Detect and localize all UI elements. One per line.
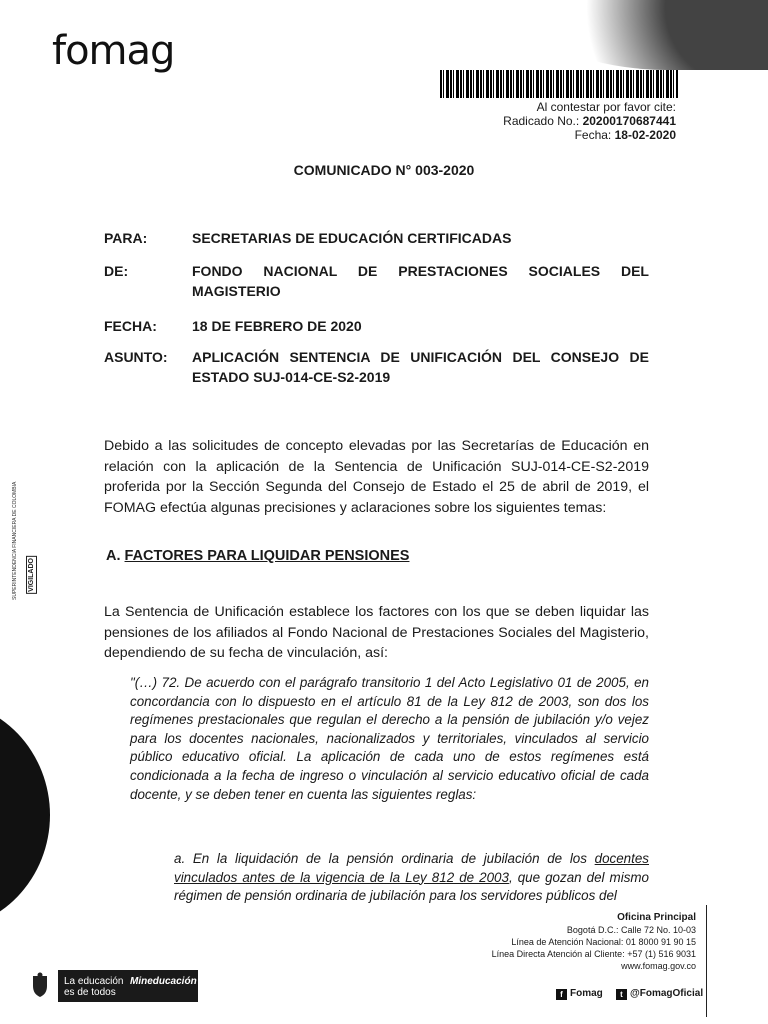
footer-divider [706, 905, 707, 1017]
banner-ministry: Mineducación [130, 976, 197, 987]
office-contact-block [492, 912, 696, 972]
colombia-coat-of-arms-icon [30, 972, 50, 998]
de-label: DE: [104, 263, 129, 279]
left-edge-scan-shadow [0, 700, 50, 930]
vigilado-small-text: SUPERINTENDENCIA FINANCIERA DE COLOMBIA [12, 481, 18, 600]
office-phone-direct: Línea Directa Atención al Cliente: +57 (1) 516 9031 [491, 949, 696, 959]
radicado-label: Radicado No.: [503, 114, 580, 128]
barcode-image [440, 70, 678, 98]
section-a-heading [106, 548, 409, 564]
fomag-logo: fomag [52, 28, 175, 74]
fecha-cite-label: Fecha: [574, 128, 612, 142]
facebook-link [556, 988, 603, 1000]
corner-speckle-decoration [528, 0, 768, 70]
radicado-value: 20200170687441 [582, 114, 676, 128]
para-value: SECRETARIAS DE EDUCACIÓN CERTIFICADAS [192, 230, 512, 246]
field-fecha [104, 316, 649, 336]
twitter-label: @FomagOficial [630, 988, 704, 999]
vigilado-text: VIGILADO [28, 558, 35, 592]
fecha-label: FECHA: [104, 318, 157, 334]
fecha-value: 18 DE FEBRERO DE 2020 [192, 318, 362, 334]
facebook-icon: f [556, 989, 567, 1000]
fecha-line [503, 128, 676, 142]
quote-item-a [174, 850, 649, 906]
mineducacion-banner [58, 970, 198, 1002]
citation-block [503, 100, 676, 142]
quote-a-pre: a. En la liquidación de la pensión ordinaria de jubilación de los [174, 851, 595, 866]
asunto-value: APLICACIÓN SENTENCIA DE UNIFICACIÓN DEL CONSEJO DE ESTADO SUJ-014-CE-S2-2019 [192, 349, 649, 385]
radicado-line [503, 114, 676, 128]
field-asunto [104, 347, 649, 389]
de-value: FONDO NACIONAL DE PRESTACIONES SOCIALES DEL MAGISTERIO [192, 263, 649, 299]
vigilado-stamp [12, 470, 42, 600]
banner-slogan: La educación es de todos [64, 976, 124, 998]
document-title: COMUNICADO N° 003-2020 [293, 162, 475, 178]
quote-a-post: , que gozan del mismo régimen de pensión ordinaria de jubilación para los servidores públicos del [174, 869, 649, 904]
field-de [104, 261, 649, 303]
facebook-label: Fomag [570, 988, 603, 999]
para-label: PARA: [104, 230, 148, 246]
field-para [104, 228, 649, 248]
intro-paragraph: Debido a las solicitudes de concepto elevadas por las Secretarías de Educación en relación con la aplicación de la Sentencia de Unificación SUJ-014-CE-S2-2019 proferida por la Sección Segunda del Consejo de Estado el 25 de abril de 2019, el FOMAG efectúa algunas precisiones y aclaraciones sobre los siguientes temas: [104, 438, 649, 516]
asunto-label: ASUNTO: [104, 349, 168, 365]
section-a-paragraph: La Sentencia de Unificación establece los factores con los que se deben liquidar las pensiones de los afiliados al Fondo Nacional de Prestaciones Sociales del Magisterio, dependiendo de su fecha de vinculación, así: [104, 604, 649, 661]
office-title: Oficina Principal [617, 912, 696, 923]
office-address: Bogotá D.C.: Calle 72 No. 10-03 [566, 925, 696, 935]
office-website: www.fomag.gov.co [621, 961, 696, 971]
section-a-letter: A. [106, 548, 121, 564]
twitter-link [616, 988, 703, 1000]
quote-paragraph-72: "(…) 72. De acuerdo con el parágrafo transitorio 1 del Acto Legislativo 01 de 2005, en concordancia con lo dispuesto en el artículo 81 de la Ley 812 de 2003, son dos los regímenes prestacionales que regulan el derecho a la pensión de jubilación y/o vejez para los docentes nacionales, nacionalizados y territoriales, vinculados al servicio público educativo oficial. La aplicación de cada uno de estos regímenes está condicionada a la fecha de ingreso o vinculación al servicio educativo oficial de cada docente, y se deben tener en cuenta las siguientes reglas: [130, 675, 649, 802]
quote-a-underlined: docentes vinculados antes de la vigencia de la Ley 812 de 2003 [174, 851, 649, 885]
fecha-cite-value: 18-02-2020 [614, 128, 676, 142]
twitter-icon: t [616, 989, 627, 1000]
cite-instruction: Al contestar por favor cite: [536, 100, 676, 114]
office-phone-national: Línea de Atención Nacional: 01 8000 91 90 15 [511, 937, 696, 947]
section-a-title: FACTORES PARA LIQUIDAR PENSIONES [124, 548, 410, 564]
